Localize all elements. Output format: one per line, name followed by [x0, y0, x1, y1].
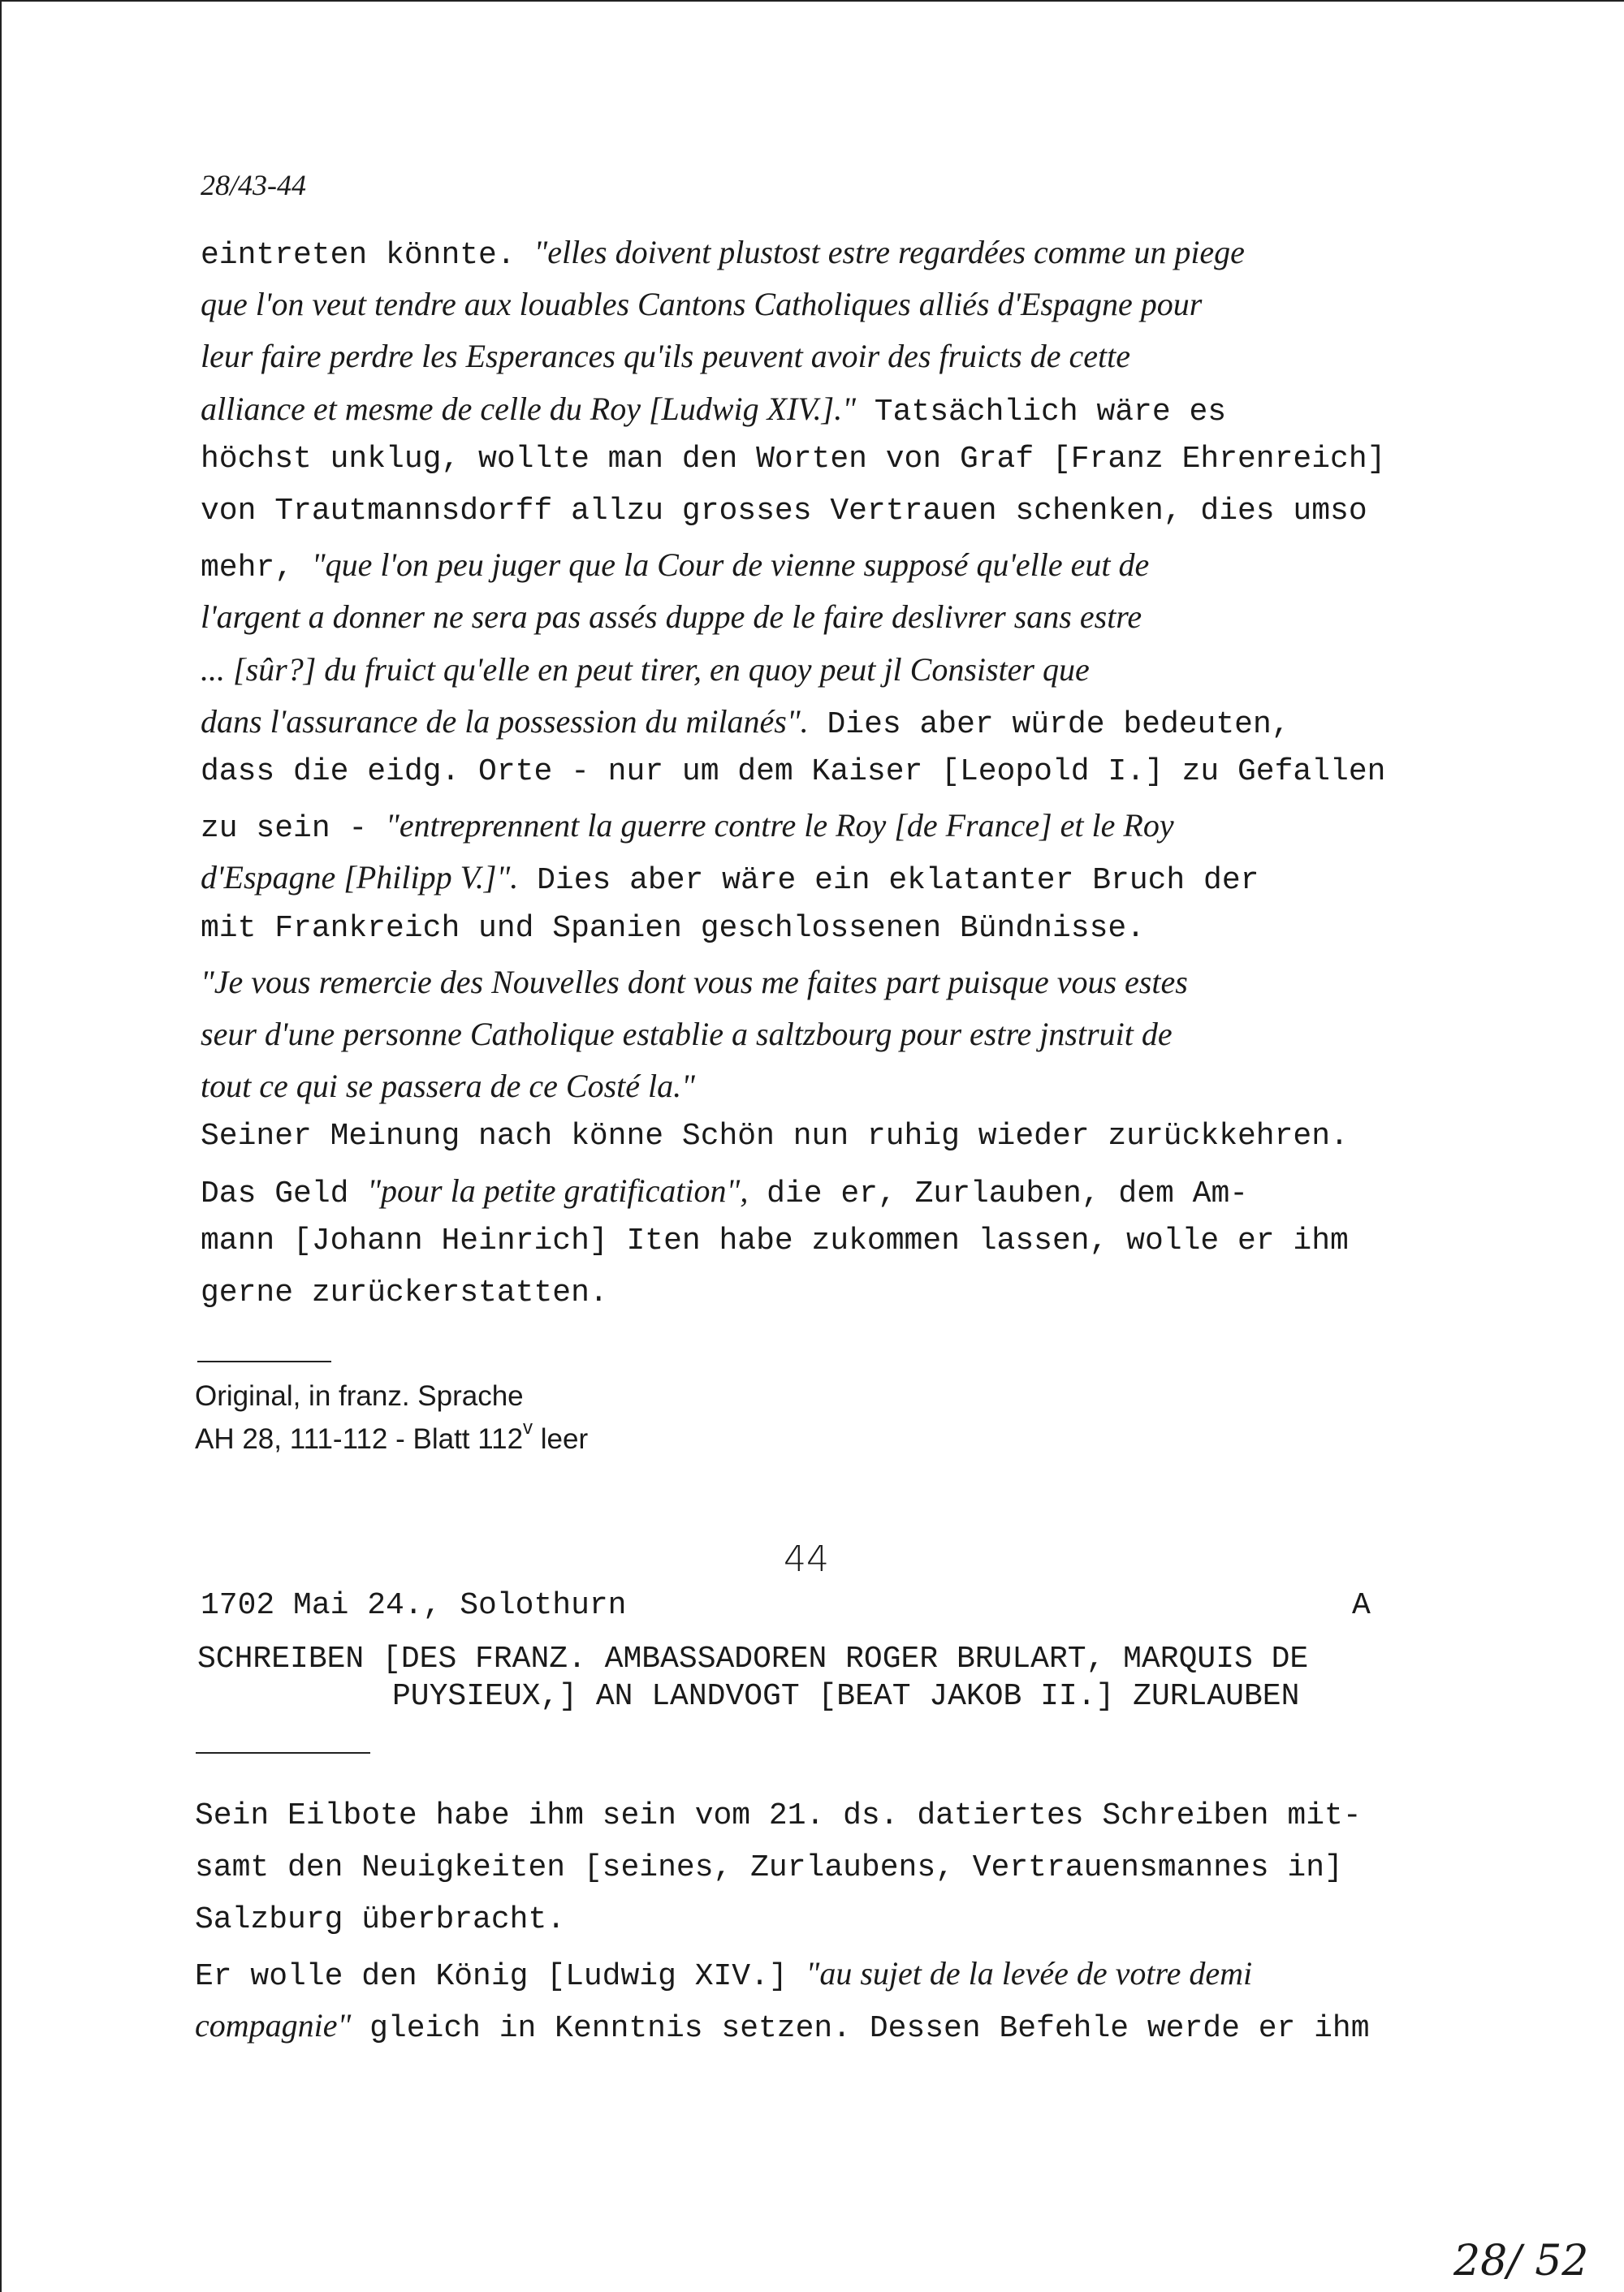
text-line [201, 1015, 1173, 1053]
body-text: höchst unklug, wollte man den Worten von Graf [Franz Ehrenreich] [201, 441, 1386, 477]
doc-letter: A [1352, 1588, 1371, 1623]
body-text: zu sein - [201, 811, 387, 847]
doc-date-place: 1702 Mai 24., Solothurn [201, 1588, 627, 1623]
quoted-french-text: compagnie" [195, 2007, 352, 2044]
footnote-divider [197, 1361, 331, 1362]
body-text: eintreten könnte. [201, 238, 534, 273]
quoted-french-text: que l'on veut tendre aux louables Cantons Catholiques alliés d'Espagne pour [201, 286, 1203, 323]
doc-title-line-1: SCHREIBEN [DES FRANZ. AMBASSADOREN ROGER BRULART, MARQUIS DE [197, 1642, 1309, 1677]
body-text: Dies aber wäre ein eklatanter Bruch der [518, 863, 1259, 899]
text-line [201, 858, 1259, 898]
text-line [201, 650, 1090, 688]
text-line [201, 546, 1149, 585]
body-text: die er, Zurlauben, dem Am- [748, 1176, 1249, 1211]
text-line [201, 1172, 1248, 1211]
body-text: mehr, [201, 550, 312, 586]
text-line [201, 911, 1145, 946]
body-text: Sein Eilbote habe ihm sein vom 21. ds. datiertes Schreiben mit- [195, 1798, 1362, 1833]
quoted-french-text: dans l'assurance de la possession du milanés". [201, 702, 809, 740]
quoted-french-text: d'Espagne [Philipp V.]". [201, 859, 519, 896]
quoted-french-text: "entreprennent la guerre contre le Roy [de France] et le Roy [386, 807, 1174, 844]
text-line [201, 1275, 608, 1310]
text-line [201, 702, 1290, 742]
footnote-line-1: Original, in franz. Sprache [195, 1380, 524, 1412]
footnote-source: AH 28, 111-112 - Blatt 112 [195, 1423, 524, 1455]
quoted-french-text: "Je vous remercie des Nouvelles dont vous me faites part puisque vous estes [201, 963, 1188, 1000]
quoted-french-text: tout ce qui se passera de ce Costé la." [201, 1068, 695, 1105]
body-text: gleich in Kenntnis setzen. Dessen Befehle werde er ihm [351, 2011, 1370, 2046]
text-line [195, 1798, 1362, 1833]
text-line [201, 806, 1174, 846]
text-line [201, 337, 1130, 375]
handwritten-page-number: 28/ 52 [1453, 2237, 1589, 2286]
quoted-french-text: "que l'on peu juger que la Cour de vienne supposé qu'elle eut de [311, 546, 1150, 584]
body-text: mit Frankreich und Spanien geschlossenen Bündnisse. [201, 910, 1145, 946]
document-number: 44 [784, 1539, 829, 1580]
footnote-verso-mark: v [523, 1417, 533, 1439]
text-line [201, 390, 1226, 429]
text-line [201, 1224, 1349, 1258]
text-line [201, 1067, 695, 1105]
text-line [201, 963, 1188, 1001]
doc-title-line-2: PUYSIEUX,] AN LANDVOGT [BEAT JAKOB II.] ZURLAUBEN [392, 1679, 1300, 1714]
header-divider [196, 1752, 370, 1754]
text-line [201, 494, 1367, 529]
quoted-french-text: alliance et mesme de celle du Roy [Ludwig XIV.]." [201, 390, 856, 427]
text-line [195, 1850, 1343, 1885]
text-line [201, 1119, 1349, 1154]
quoted-french-text: l'argent a donner ne sera pas assés duppe de le faire deslivrer sans estre [201, 598, 1142, 636]
body-text: Seiner Meinung nach könne Schön nun ruhig wieder zurückkehren. [201, 1119, 1349, 1155]
body-text: Er wolle den König [Ludwig XIV.] [195, 1959, 806, 1994]
quoted-french-text: "pour la petite gratification", [367, 1172, 749, 1209]
body-text: samt den Neuigkeiten [seines, Zurlaubens, Vertrauensmannes in] [195, 1850, 1343, 1885]
text-line [195, 1954, 1252, 1994]
text-line [201, 442, 1385, 477]
text-line [201, 285, 1202, 323]
body-text: Tatsächlich wäre es [856, 394, 1227, 429]
page-reference: 28/43-44 [201, 169, 306, 201]
quoted-french-text: leur faire perdre les Esperances qu'ils peuvent avoir des fruicts de cette [201, 338, 1130, 375]
body-text: Das Geld [201, 1176, 368, 1211]
body-text: mann [Johann Heinrich] Iten habe zukommen lassen, wolle er ihm [201, 1223, 1349, 1258]
body-text: dass die eidg. Orte - nur um dem Kaiser [Leopold I.] zu Gefallen [201, 754, 1386, 789]
footnote-line-2 [195, 1417, 588, 1456]
body-text: Dies aber würde bedeuten, [808, 706, 1290, 742]
footnote-leer: leer [533, 1423, 589, 1455]
quoted-french-text: "elles doivent plustost estre regardées comme un piege [533, 234, 1245, 270]
text-line [201, 233, 1245, 273]
body-text: gerne zurückerstatten. [201, 1275, 608, 1310]
body-text: von Trautmannsdorff allzu grosses Vertrauen schenken, dies umso [201, 494, 1367, 529]
quoted-french-text: "au sujet de la levée de votre demi [806, 1955, 1253, 1992]
quoted-french-text: seur d'une personne Catholique establie a saltzbourg pour estre jnstruit de [201, 1016, 1173, 1052]
text-line [201, 754, 1385, 789]
body-text: Salzburg überbracht. [195, 1902, 566, 1937]
text-line [201, 598, 1142, 636]
text-line [195, 1902, 565, 1937]
quoted-french-text: ... [sûr?] du fruict qu'elle en peut tirer, en quoy peut jl Consister que [201, 650, 1090, 688]
text-line [195, 2006, 1370, 2046]
